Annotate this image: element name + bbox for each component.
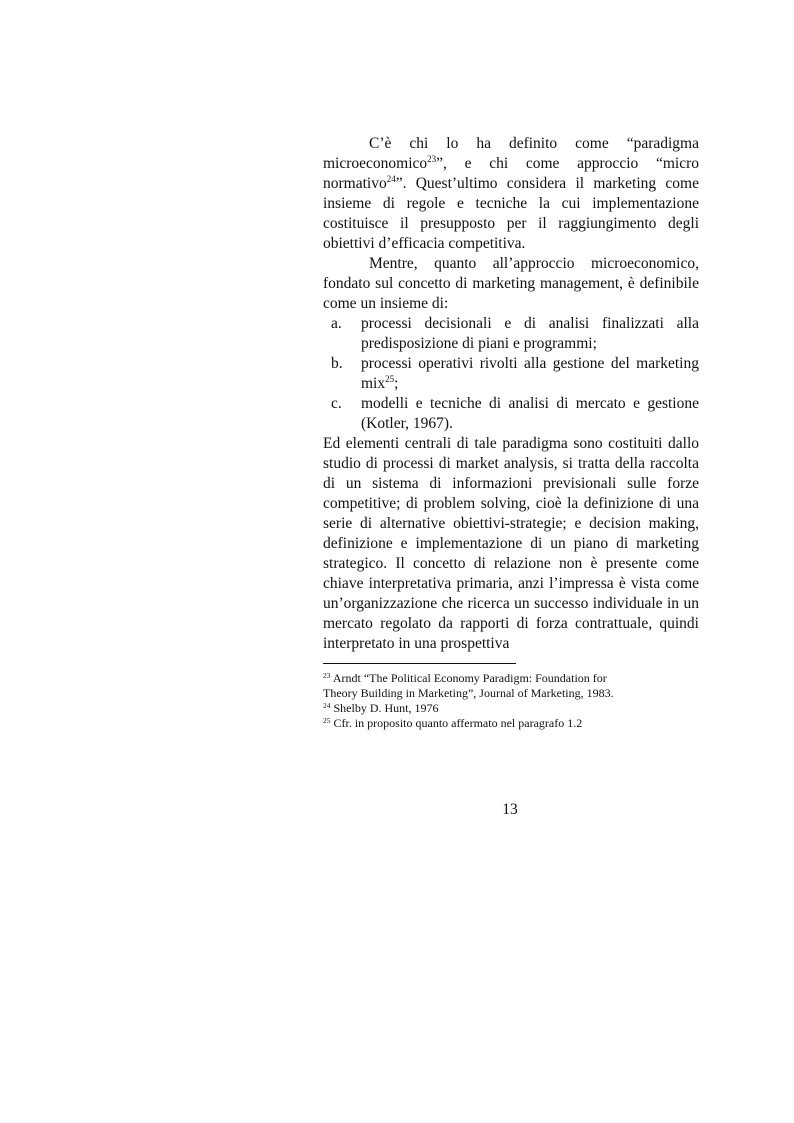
footnote-number: 24 [323,701,331,710]
list-item [323,314,699,354]
footnote-23-continuation: Theory Building in Marketing”, Journal of Marketing, 1983. [323,686,614,700]
footnote-ref-25: 25 [385,374,395,384]
list-item-after: ; [394,375,399,392]
list-item [323,354,699,394]
footnote-text: Cfr. in proposito quanto affermato nel paragrafo 1.2 [333,716,583,730]
footnote-23 [323,671,699,686]
footnote-number: 25 [323,716,331,725]
footnote-text: Shelby D. Hunt, 1976 [333,701,439,715]
list-item-text: processi decisionali e di analisi finalizzati alla predisposizione di piani e programmi; [361,315,699,352]
footnote-text: Arndt “The Political Economy Paradigm: Foundation for [332,671,607,685]
footnote-separator [323,663,516,664]
paragraph-2: Mentre, quanto all’approccio microeconomico, fondato sul concetto di marketing management, è definibile come un insieme di: [323,255,699,312]
footnote-ref-23: 23 [427,154,437,164]
footnote-number: 23 [323,671,331,680]
body-text [323,134,699,654]
paragraph-1-part-b: ”, e chi come approccio “micro normativo [323,155,699,192]
paragraph-1-part-a: C’è chi lo ha definito come “paradigma microeconomico [323,135,699,172]
footnote-24 [323,701,699,716]
page-number: 13 [502,801,518,818]
paragraph-1-part-c: ”. Quest’ultimo considera il marketing come insieme di regole e tecniche la cui implementazione costituisce il presupposto per il raggiungimento degli obiettivi d’efficacia competitiva. [323,175,699,252]
footnote-25 [323,716,699,731]
list-marker: c. [331,395,342,412]
list-item-text: modelli e tecniche di analisi di mercato e gestione (Kotler, 1967). [361,395,699,432]
list-marker: a. [331,315,342,332]
paragraph-1 [323,134,699,254]
list-item-text: processi operativi rivolti alla gestione del marketing mix [361,355,699,392]
footnote-ref-24: 24 [386,174,396,184]
list-item [323,394,699,434]
footnotes [323,671,699,731]
paragraph-3: Ed elementi centrali di tale paradigma sono costituiti dallo studio di processi di market analysis, si tratta della raccolta di un sistema di informazioni previsionali sulle forze competitive; di problem solving, cioè la definizione di una serie di alternative obiettivi-strategie; e decision making, definizione e implementazione di un piano di marketing strategico. Il concetto di relazione non è presente come chiave interpretativa primaria, anzi l’impressa è vista come un’organizzazione che ricerca un successo individuale in un mercato regolato da rapporti di forza contrattuale, quindi interpretato in una prospettiva [323,435,699,652]
list-marker: b. [331,355,343,372]
definition-list [323,314,699,434]
